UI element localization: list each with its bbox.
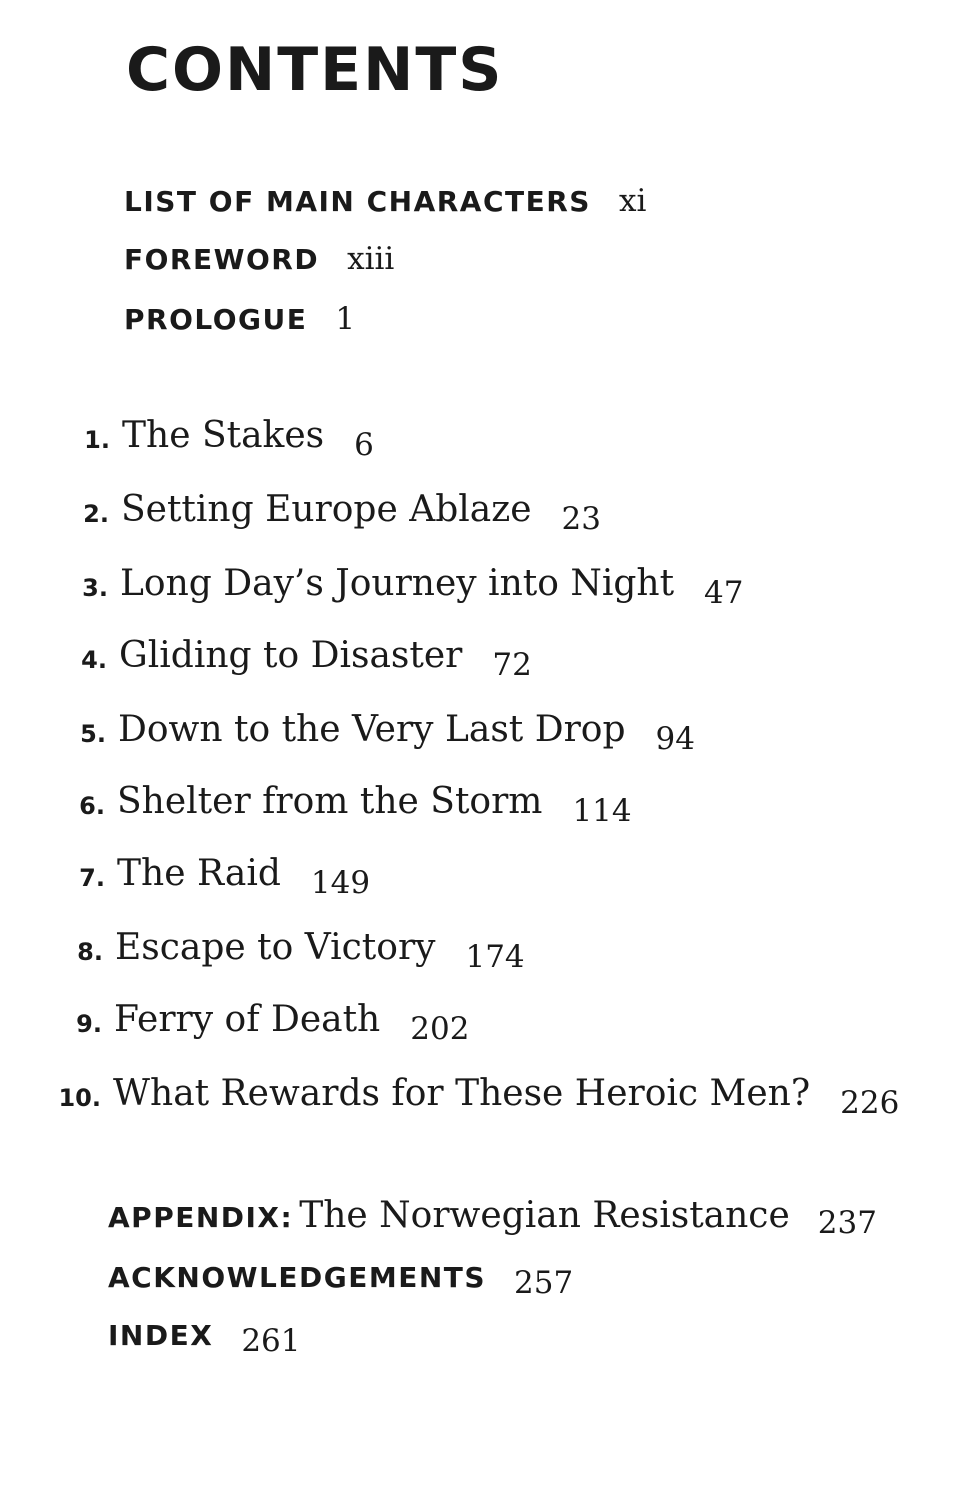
chapter-entry[interactable] [82, 563, 744, 611]
chapter-page: 47 [704, 575, 744, 611]
chapter-title: Gliding to Disaster [119, 635, 463, 676]
chapter-entry[interactable] [84, 415, 374, 463]
toc-entry-label: APPENDIX: [108, 1201, 294, 1234]
chapter-title: What Rewards for These Heroic Men? [113, 1073, 811, 1114]
chapter-page: 6 [354, 427, 374, 463]
toc-entry-foreword[interactable] [124, 241, 395, 277]
toc-entry-page: 1 [335, 301, 356, 337]
chapter-number: 10. [58, 1084, 101, 1112]
toc-entry-page: xi [618, 183, 647, 219]
toc-entry-subtitle: The Norwegian Resistance [299, 1195, 790, 1236]
chapter-page: 114 [572, 793, 632, 829]
page-title: CONTENTS [126, 35, 504, 105]
chapter-entry[interactable] [58, 1073, 900, 1121]
chapter-title: Shelter from the Storm [117, 781, 543, 822]
toc-entry-label: PROLOGUE [124, 303, 308, 336]
chapter-page: 72 [492, 647, 532, 683]
toc-entry-prologue[interactable] [124, 301, 356, 337]
toc-entry-label: INDEX [108, 1319, 214, 1352]
chapter-entry[interactable] [76, 999, 470, 1047]
chapter-number: 5. [80, 720, 106, 748]
chapter-title: Down to the Very Last Drop [118, 709, 626, 750]
chapter-title: Ferry of Death [114, 999, 381, 1040]
chapter-entry[interactable] [77, 927, 525, 975]
toc-entry-page: xiii [347, 241, 395, 277]
chapter-title: Long Day’s Journey into Night [120, 563, 675, 604]
chapter-entry[interactable] [81, 635, 532, 683]
chapter-number: 3. [82, 574, 108, 602]
toc-entry-appendix[interactable] [108, 1195, 877, 1241]
chapter-title: Escape to Victory [115, 927, 436, 968]
toc-entry-list-of-main-characters[interactable] [124, 183, 647, 219]
toc-entry-page: 261 [241, 1323, 301, 1359]
chapter-entry[interactable] [80, 709, 695, 757]
chapter-number: 9. [76, 1010, 102, 1038]
chapter-entry[interactable] [79, 781, 632, 829]
chapter-title: The Stakes [122, 415, 325, 456]
chapter-number: 6. [79, 792, 105, 820]
chapter-page: 94 [655, 721, 695, 757]
chapter-page: 226 [840, 1085, 900, 1121]
toc-entry-label: ACKNOWLEDGEMENTS [108, 1261, 487, 1294]
toc-entry-page: 257 [514, 1265, 574, 1301]
toc-entry-page: 237 [817, 1205, 877, 1241]
toc-entry-label: FOREWORD [124, 243, 320, 276]
chapter-page: 202 [410, 1011, 470, 1047]
chapter-page: 174 [465, 939, 525, 975]
chapter-number: 4. [81, 646, 107, 674]
toc-entry-label: LIST OF MAIN CHARACTERS [124, 185, 591, 218]
chapter-number: 8. [77, 938, 103, 966]
toc-entry-index[interactable] [108, 1319, 301, 1359]
chapter-title: Setting Europe Ablaze [121, 489, 532, 530]
chapter-entry[interactable] [83, 489, 601, 537]
chapter-entry[interactable] [79, 853, 371, 901]
chapter-page: 23 [561, 501, 601, 537]
chapter-number: 2. [83, 500, 109, 528]
chapter-title: The Raid [117, 853, 281, 894]
toc-entry-acknowledgements[interactable] [108, 1261, 574, 1301]
chapter-page: 149 [310, 865, 371, 901]
chapter-number: 7. [79, 864, 105, 892]
chapter-number: 1. [84, 426, 110, 454]
